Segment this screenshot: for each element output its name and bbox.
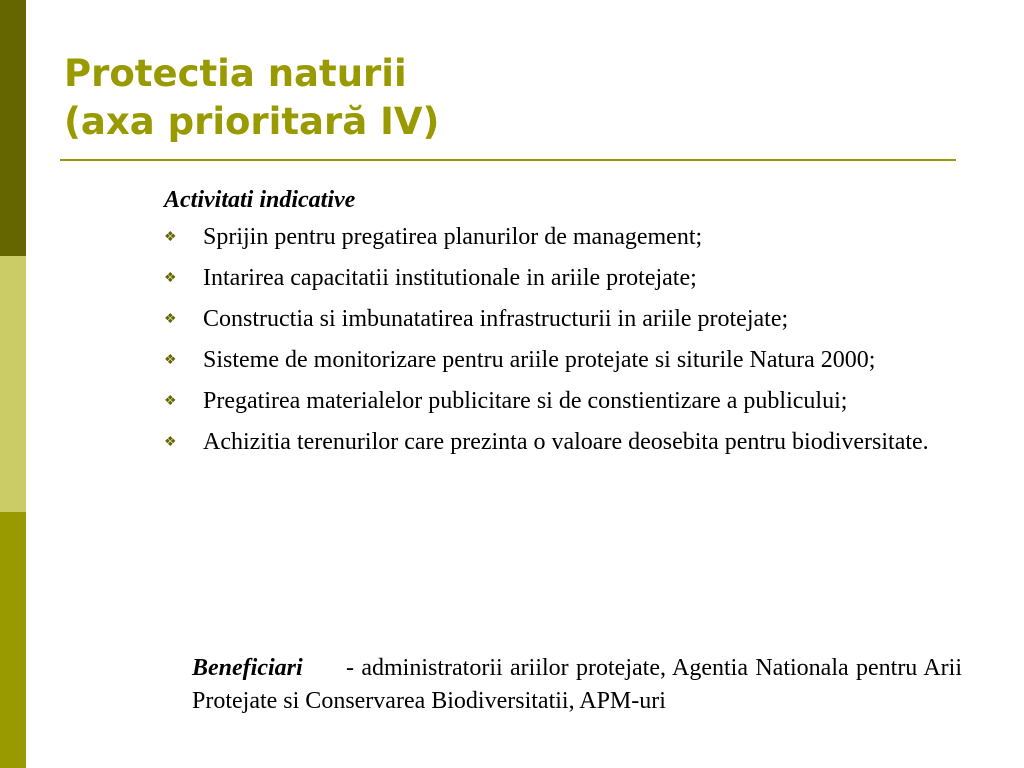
title-line-1: Protectia naturii: [64, 52, 407, 95]
list-item-text: Sisteme de monitorizare pentru ariile protejate si siturile Natura 2000;: [203, 347, 876, 373]
list-item-text: Achizitia terenurilor care prezinta o valoare deosebita pentru biodiversitate.: [203, 429, 929, 455]
list-item: [164, 385, 962, 418]
list-item: [164, 344, 962, 377]
diamond-bullet-icon: ❖: [164, 435, 177, 450]
list-item: [164, 303, 962, 336]
diamond-bullet-icon: ❖: [164, 230, 177, 245]
list-item-text: Sprijin pentru pregatirea planurilor de management;: [203, 224, 703, 250]
list-item: [164, 426, 962, 459]
subheading: Activitati indicative: [164, 187, 356, 213]
slide-title: [64, 50, 439, 146]
bullet-list: [164, 221, 962, 459]
list-item-text: Pregatirea materialelor publicitare si de constientizare a publicului;: [203, 388, 848, 414]
list-item: [164, 221, 962, 254]
diamond-bullet-icon: ❖: [164, 353, 177, 368]
slide-body: [164, 184, 962, 467]
title-line-2: (axa prioritară IV): [64, 100, 440, 143]
beneficiari-paragraph: [192, 652, 962, 718]
list-item: [164, 262, 962, 295]
side-bar-light: [0, 256, 26, 512]
diamond-bullet-icon: ❖: [164, 394, 177, 409]
diamond-bullet-icon: ❖: [164, 312, 177, 327]
list-item-text: Constructia si imbunatatirea infrastructurii in ariile protejate;: [203, 306, 789, 332]
title-underline: [60, 159, 956, 161]
beneficiari-text: - administratorii ariilor protejate, Agentia Nationala pentru Arii Protejate si Conservarea Biodiversitatii, APM-uri: [192, 655, 962, 714]
list-item-text: Intarirea capacitatii institutionale in ariile protejate;: [203, 265, 697, 291]
side-bar-mid: [0, 512, 26, 768]
diamond-bullet-icon: ❖: [164, 271, 177, 286]
beneficiari-label: Beneficiari: [192, 655, 303, 681]
side-bar-dark: [0, 0, 26, 256]
